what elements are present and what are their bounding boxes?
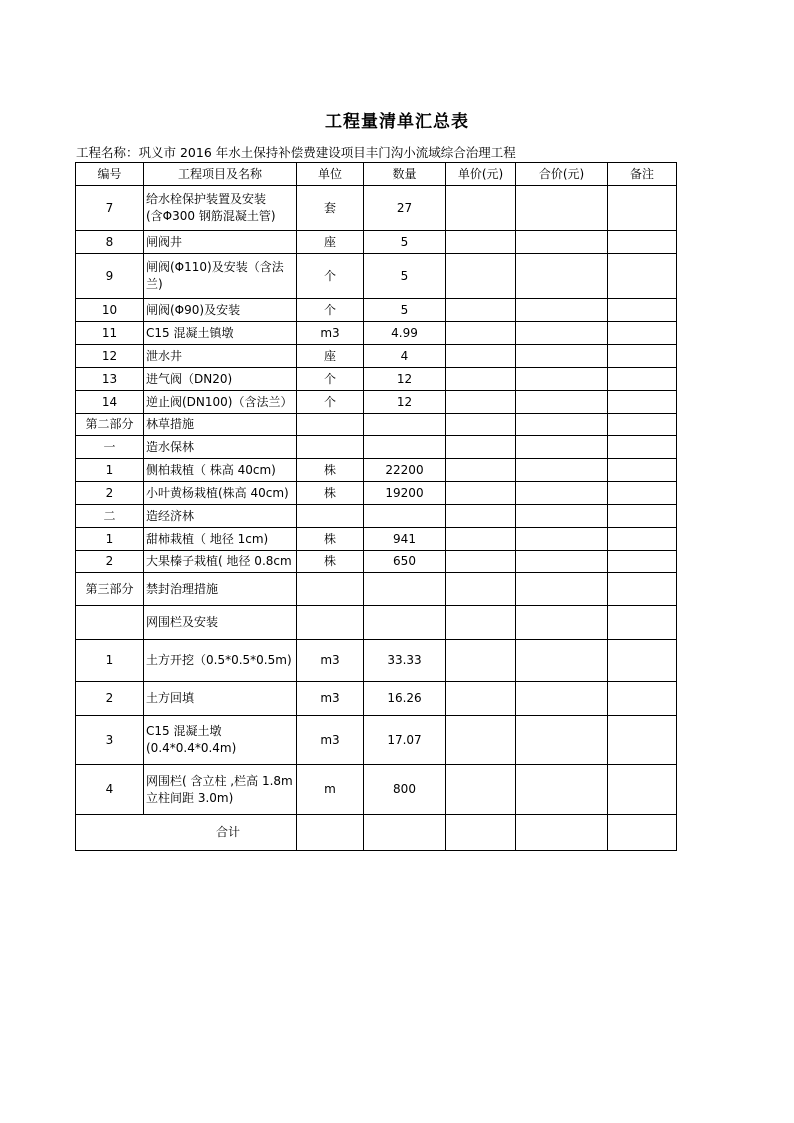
cell-remarks (608, 186, 677, 231)
cell-remarks (608, 322, 677, 345)
cell-item-name: 进气阀（DN20) (144, 368, 297, 391)
cell-unit-price (446, 682, 516, 716)
cell-item-name: 给水栓保护装置及安装 (含Φ300 钢筋混凝土管) (144, 186, 297, 231)
cell-total-price (516, 716, 608, 765)
header-unit: 单位 (297, 163, 364, 186)
cell-quantity (364, 414, 446, 436)
header-total-price: 合价(元) (516, 163, 608, 186)
cell-unit-price (446, 345, 516, 368)
header-number: 编号 (76, 163, 144, 186)
cell-number: 8 (76, 231, 144, 254)
total-row (76, 815, 677, 851)
cell-remarks (608, 765, 677, 815)
cell-unit: 个 (297, 299, 364, 322)
cell-quantity: 5 (364, 299, 446, 322)
total-qty-cell (364, 815, 446, 851)
cell-number: 一 (76, 436, 144, 459)
cell-item-name: 闸阀(Φ90)及安装 (144, 299, 297, 322)
table-row (76, 640, 677, 682)
cell-number: 7 (76, 186, 144, 231)
cell-unit: 株 (297, 459, 364, 482)
cell-unit: m3 (297, 640, 364, 682)
cell-item-name: 闸阀(Φ110)及安装（含法 兰) (144, 254, 297, 299)
table-row (76, 299, 677, 322)
cell-unit-price (446, 505, 516, 528)
cell-unit-price (446, 322, 516, 345)
cell-unit: 个 (297, 368, 364, 391)
cell-number: 12 (76, 345, 144, 368)
cell-remarks (608, 528, 677, 551)
cell-number: 10 (76, 299, 144, 322)
table-row (76, 254, 677, 299)
cell-item-name: C15 混凝土墩 (0.4*0.4*0.4m) (144, 716, 297, 765)
table-row (76, 345, 677, 368)
cell-remarks (608, 640, 677, 682)
cell-quantity: 800 (364, 765, 446, 815)
cell-item-name: 侧柏栽植（ 株高 40cm) (144, 459, 297, 482)
cell-total-price (516, 482, 608, 505)
cell-item-name: 闸阀井 (144, 231, 297, 254)
cell-total-price (516, 765, 608, 815)
cell-remarks (608, 482, 677, 505)
cell-total-price (516, 414, 608, 436)
cell-item-name: 大果榛子栽植( 地径 0.8cm (144, 551, 297, 573)
total-note-cell (608, 815, 677, 851)
cell-unit-price (446, 254, 516, 299)
header-unit-price: 单价(元) (446, 163, 516, 186)
cell-unit: 座 (297, 345, 364, 368)
cell-total-price (516, 254, 608, 299)
cell-remarks (608, 436, 677, 459)
cell-unit (297, 505, 364, 528)
table-row (76, 436, 677, 459)
cell-unit (297, 414, 364, 436)
cell-unit-price (446, 459, 516, 482)
cell-remarks (608, 254, 677, 299)
table-row (76, 682, 677, 716)
total-amount-cell (516, 815, 608, 851)
cell-unit (297, 606, 364, 640)
table-row (76, 414, 677, 436)
cell-item-name: 林草措施 (144, 414, 297, 436)
cell-total-price (516, 231, 608, 254)
cell-unit-price (446, 573, 516, 606)
cell-number: 第二部分 (76, 414, 144, 436)
cell-total-price (516, 606, 608, 640)
cell-remarks (608, 231, 677, 254)
cell-quantity: 16.26 (364, 682, 446, 716)
cell-unit-price (446, 368, 516, 391)
cell-unit-price (446, 436, 516, 459)
cell-item-name: 禁封治理措施 (144, 573, 297, 606)
cell-remarks (608, 299, 677, 322)
cell-unit-price (446, 231, 516, 254)
cell-unit: 套 (297, 186, 364, 231)
total-price-cell (446, 815, 516, 851)
cell-number: 第三部分 (76, 573, 144, 606)
cell-unit-price (446, 414, 516, 436)
cell-number: 1 (76, 528, 144, 551)
cell-item-name: 造经济林 (144, 505, 297, 528)
cell-number: 13 (76, 368, 144, 391)
cell-item-name: 逆止阀(DN100)（含法兰） (144, 391, 297, 414)
cell-unit (297, 573, 364, 606)
cell-quantity: 941 (364, 528, 446, 551)
cell-quantity: 650 (364, 551, 446, 573)
cell-number: 1 (76, 640, 144, 682)
cell-unit-price (446, 606, 516, 640)
cell-item-name: 土方开挖（0.5*0.5*0.5m) (144, 640, 297, 682)
cell-total-price (516, 640, 608, 682)
cell-remarks (608, 459, 677, 482)
cell-remarks (608, 551, 677, 573)
table-row (76, 551, 677, 573)
table-row (76, 482, 677, 505)
total-label-text: 合计 (215, 825, 240, 839)
cell-number: 11 (76, 322, 144, 345)
cell-item-name: 土方回填 (144, 682, 297, 716)
header-item-name: 工程项目及名称 (144, 163, 297, 186)
cell-quantity: 19200 (364, 482, 446, 505)
project-name-line: 工程名称：巩义市 2016 年水土保持补偿费建设项目丰门沟小流域综合治理工程 (76, 145, 516, 160)
cell-number: 4 (76, 765, 144, 815)
cell-total-price (516, 573, 608, 606)
total-label (76, 815, 297, 851)
cell-number: 1 (76, 459, 144, 482)
table-row (76, 322, 677, 345)
total-unit-cell (297, 815, 364, 851)
cell-number: 14 (76, 391, 144, 414)
cell-quantity: 4 (364, 345, 446, 368)
page-title: 工程量清单汇总表 (325, 112, 469, 132)
cell-remarks (608, 716, 677, 765)
cell-remarks (608, 606, 677, 640)
cell-total-price (516, 528, 608, 551)
table-row (76, 231, 677, 254)
header-remarks: 备注 (608, 163, 677, 186)
cell-unit: m3 (297, 682, 364, 716)
cell-item-name: 造水保林 (144, 436, 297, 459)
cell-number: 2 (76, 682, 144, 716)
cell-total-price (516, 682, 608, 716)
cell-total-price (516, 436, 608, 459)
cell-remarks (608, 368, 677, 391)
cell-number: 2 (76, 482, 144, 505)
table-row (76, 391, 677, 414)
cell-quantity (364, 606, 446, 640)
cell-remarks (608, 573, 677, 606)
cell-quantity: 5 (364, 231, 446, 254)
cell-remarks (608, 682, 677, 716)
cell-number: 3 (76, 716, 144, 765)
cell-unit-price (446, 299, 516, 322)
cell-quantity: 4.99 (364, 322, 446, 345)
table-row (76, 573, 677, 606)
cell-remarks (608, 345, 677, 368)
cell-total-price (516, 368, 608, 391)
cell-unit: 株 (297, 528, 364, 551)
cell-unit: 个 (297, 391, 364, 414)
cell-number: 2 (76, 551, 144, 573)
cell-unit-price (446, 186, 516, 231)
cell-unit-price (446, 765, 516, 815)
cell-total-price (516, 322, 608, 345)
cell-unit-price (446, 640, 516, 682)
cell-quantity: 5 (364, 254, 446, 299)
cell-item-name: 网围栏及安装 (144, 606, 297, 640)
cell-quantity (364, 573, 446, 606)
cell-remarks (608, 505, 677, 528)
table-row (76, 368, 677, 391)
cell-unit: m3 (297, 716, 364, 765)
cell-item-name: 网围栏( 含立柱 ,栏高 1.8m 立柱间距 3.0m) (144, 765, 297, 815)
cell-number: 二 (76, 505, 144, 528)
cell-total-price (516, 299, 608, 322)
cell-total-price (516, 345, 608, 368)
header-row (76, 163, 677, 186)
cell-item-name: 小叶黄杨栽植(株高 40cm) (144, 482, 297, 505)
cell-unit: 株 (297, 482, 364, 505)
cell-unit: 座 (297, 231, 364, 254)
cell-quantity: 12 (364, 391, 446, 414)
cell-item-name: 甜柿栽植（ 地径 1cm) (144, 528, 297, 551)
cell-total-price (516, 391, 608, 414)
cell-item-name: 泄水井 (144, 345, 297, 368)
cell-total-price (516, 551, 608, 573)
cell-unit-price (446, 528, 516, 551)
cell-quantity: 22200 (364, 459, 446, 482)
cell-total-price (516, 505, 608, 528)
cell-number (76, 606, 144, 640)
table-row (76, 459, 677, 482)
bill-of-quantities-table (75, 162, 677, 851)
cell-number: 9 (76, 254, 144, 299)
table-row (76, 528, 677, 551)
cell-quantity: 33.33 (364, 640, 446, 682)
cell-unit (297, 436, 364, 459)
cell-unit-price (446, 551, 516, 573)
table-row (76, 186, 677, 231)
table-row (76, 505, 677, 528)
header-quantity: 数量 (364, 163, 446, 186)
cell-item-name: C15 混凝土镇墩 (144, 322, 297, 345)
cell-quantity: 12 (364, 368, 446, 391)
table-row (76, 606, 677, 640)
cell-unit: 株 (297, 551, 364, 573)
table-row (76, 765, 677, 815)
cell-remarks (608, 414, 677, 436)
cell-quantity (364, 436, 446, 459)
cell-remarks (608, 391, 677, 414)
cell-unit-price (446, 482, 516, 505)
cell-unit-price (446, 391, 516, 414)
cell-unit: 个 (297, 254, 364, 299)
cell-unit: m (297, 765, 364, 815)
cell-total-price (516, 186, 608, 231)
cell-quantity: 27 (364, 186, 446, 231)
cell-unit: m3 (297, 322, 364, 345)
cell-quantity (364, 505, 446, 528)
cell-unit-price (446, 716, 516, 765)
cell-total-price (516, 459, 608, 482)
cell-quantity: 17.07 (364, 716, 446, 765)
table-row (76, 716, 677, 765)
